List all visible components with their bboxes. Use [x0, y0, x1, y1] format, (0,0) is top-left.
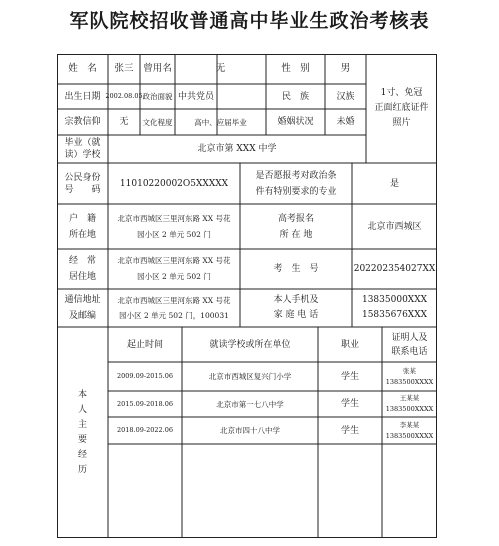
gender-value: 男	[340, 63, 351, 74]
history-row-1-school: 北京市西城区复兴门小学	[208, 372, 292, 381]
history-row-2-role: 学生	[340, 399, 359, 409]
gaokao-location-value: 北京市西城区	[367, 221, 422, 232]
marital-label: 婚姻状况	[277, 117, 314, 127]
household-label: 户 籍 所在地	[68, 213, 96, 240]
household-value: 北京市西城区三里河东路 XX 号花 园小区 2 单元 502 门	[117, 213, 231, 239]
contact-address-label: 通信地址 及邮编	[64, 295, 101, 321]
political-value: 中共党员	[177, 91, 214, 102]
history-row-2-time: 2015.09-2018.06	[117, 399, 173, 408]
special-major-question: 是否愿报考对政治条 件有特别要求的专业	[255, 170, 337, 197]
school-label: 毕业（就 读）学校	[64, 138, 101, 160]
history-row-3-role: 学生	[340, 425, 359, 436]
photo-placeholder: 1寸、免冠 正面红底证件 照片	[374, 88, 429, 128]
history-row-1-witness: 张某 1383500XXXX	[385, 366, 434, 386]
id-value: 11010220002O5XXXXX	[119, 178, 229, 189]
name-value: 张三	[114, 63, 134, 74]
birth-value: 2002.08.05	[105, 92, 143, 100]
history-row-3-time: 2018.09-2022.06	[117, 426, 173, 434]
history-row-1-time: 2009.09-2015.06	[117, 372, 173, 380]
history-row-1-role: 学生	[340, 371, 359, 382]
phone-label: 本人手机及 家 庭 电 话	[273, 295, 319, 320]
history-row-2-witness: 王某某 1383500XXXX	[385, 394, 434, 413]
special-major-answer: 是	[389, 178, 399, 189]
history-row-3-witness: 李某某 1383500XXXX	[385, 420, 434, 440]
ethnic-value: 汉族	[336, 91, 355, 102]
contact-address-value: 北京市西城区三里河东路 XX 号花 园小区 2 单元 502 门，100031	[117, 296, 231, 320]
history-header-time: 起止时间	[126, 339, 163, 350]
name-label: 姓 名	[68, 63, 97, 74]
residence-label: 经 常 居住地	[68, 256, 96, 282]
history-row-2-school: 北京市第一七八中学	[216, 399, 284, 409]
religion-label: 宗教信仰	[64, 117, 101, 127]
history-section-label: 本 人 主 要 经 历	[77, 389, 87, 475]
ethnic-label: 民 族	[281, 91, 309, 102]
exam-number-value: 202202354027XX	[353, 264, 436, 274]
marital-value: 未婚	[336, 117, 355, 127]
history-header-role: 职业	[340, 339, 359, 350]
political-label: 政治面貌	[142, 92, 173, 101]
former-name-label: 曾用名	[143, 63, 172, 74]
religion-value: 无	[119, 117, 129, 127]
birth-label: 出生日期	[64, 91, 101, 102]
education-value: 高中、应届毕业	[194, 117, 247, 127]
gender-label: 性 别	[281, 63, 310, 74]
gaokao-location-label: 高考报名 所 在 地	[277, 213, 314, 240]
form-title: 军队院校招收普通高中毕业生政治考核表	[69, 10, 430, 32]
education-label: 文化程度	[142, 117, 173, 127]
school-value: 北京市第 XXX 中学	[197, 144, 277, 154]
exam-number-label: 考 生 号	[273, 264, 319, 274]
phone-value: 13835000XXX 15835676XXX	[361, 295, 428, 320]
history-header-witness: 证明人及 联系电话	[391, 332, 428, 357]
history-row-3-school: 北京市四十八中学	[220, 426, 280, 435]
political-review-form	[57, 54, 437, 538]
id-label: 公民身份 号 码	[64, 172, 101, 195]
residence-value: 北京市西城区三里河东路 XX 号花 园小区 2 单元 502 门	[117, 256, 231, 281]
former-name-value: 无	[215, 63, 226, 74]
history-header-school: 就读学校或所在单位	[209, 339, 291, 350]
